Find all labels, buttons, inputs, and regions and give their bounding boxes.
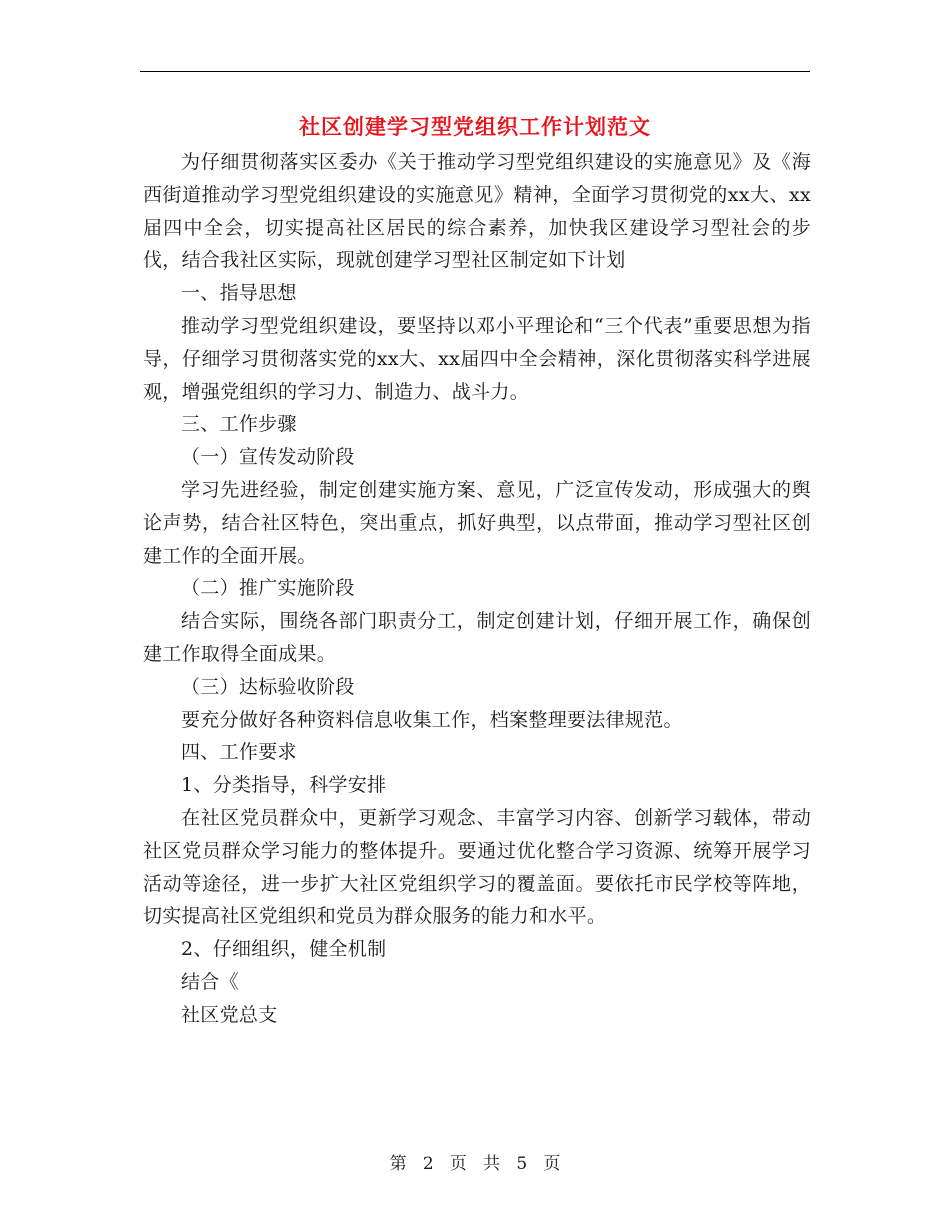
paragraph-combine: 结合《 (181, 970, 239, 993)
subheading-acceptance-stage: （三）达标验收阶段 (181, 675, 355, 698)
footer-current-page: 2 (422, 1154, 434, 1174)
document-body (143, 146, 811, 1032)
page-footer (0, 1152, 950, 1176)
header-rule (140, 71, 810, 72)
subheading-publicity-stage: （一）宣传发动阶段 (181, 446, 355, 469)
footer-label-suffix: 页 (543, 1154, 561, 1174)
footer-label-total: 共 (483, 1154, 501, 1174)
paragraph-party-branch: 社区党总支 (181, 1003, 278, 1026)
heading-guiding-thought: 一、指导思想 (181, 282, 297, 305)
paragraph-intro: 为仔细贯彻落实区委办《关于推动学习型党组织建设的实施意见》及《海西街道推动学习型党组织建设的实施意见》精神，全面学习贯彻党的xx大、xx届四中全会，切实提高社区居民的综合素养，加快我区建设学习型社会的步伐，结合我社区实际，现就创建学习型社区制定如下计划 (143, 151, 811, 272)
paragraph-classified-guidance: 在社区党员群众中，更新学习观念、丰富学习内容、创新学习载体，带动社区党员群众学习能力的整体提升。要通过优化整合学习资源、统筹开展学习活动等途径，进一步扩大社区党组织学习的覆盖面。要依托市民学校等阵地，切实提高社区党组织和党员为群众服务的能力和水平。 (143, 806, 811, 928)
heading-work-requirements: 四、工作要求 (181, 741, 297, 764)
subheading-classified-guidance: 1、分类指导，科学安排 (181, 774, 387, 797)
footer-label-prefix: 第 (389, 1154, 407, 1174)
footer-label-page: 页 (449, 1154, 467, 1174)
subheading-careful-organization: 2、仔细组织，健全机制 (181, 938, 387, 961)
paragraph-implementation-stage: 结合实际，围绕各部门职责分工，制定创建计划，仔细开展工作，确保创建工作取得全面成果。 (143, 610, 811, 665)
subheading-implementation-stage: （二）推广实施阶段 (181, 577, 355, 600)
paragraph-acceptance-stage: 要充分做好各种资料信息收集工作，档案整理要法律规范。 (181, 708, 683, 731)
document-title: 社区创建学习型党组织工作计划范文 (299, 114, 651, 139)
heading-work-steps: 三、工作步骤 (181, 413, 297, 436)
footer-total-pages: 5 (516, 1154, 528, 1174)
paragraph-guiding-thought: 推动学习型党组织建设，要坚持以邓小平理论和“三个代表”重要思想为指导，仔细学习贯彻落实党的xx大、xx届四中全会精神，深化贯彻落实科学进展观，增强党组织的学习力、制造力、战斗力。 (143, 314, 811, 403)
paragraph-publicity-stage: 学习先进经验，制定创建实施方案、意见，广泛宣传发动，形成强大的舆论声势，结合社区特色，突出重点，抓好典型，以点带面，推动学习型社区创建工作的全面开展。 (143, 478, 811, 567)
